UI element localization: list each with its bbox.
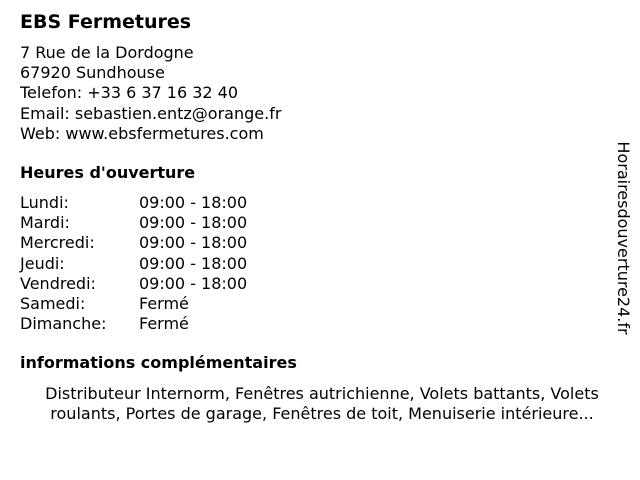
day-label: Dimanche: [20,314,107,334]
opening-hours-heading: Heures d'ouverture [20,163,196,182]
day-label: Samedi: [20,293,86,313]
contact-block [20,43,281,144]
time-value: 09:00 - 18:00 [139,193,248,212]
day-label: Mardi: [20,213,70,233]
time-value: Fermé [139,293,189,313]
time-value: Fermé [139,314,189,334]
additional-info-text: Distributeur Internorm, Fenêtres autrichienne, Volets battants, Volets roulants, Portes de garage, Fenêtres de toit, Menuiserie intérieure... [45,384,599,424]
day-label: Mercredi: [20,233,95,253]
day-label: Lundi: [20,193,69,212]
website-text: Web: www.ebsfermetures.com [20,123,264,143]
time-value: 09:00 - 18:00 [139,273,248,293]
business-name: EBS Fermetures [20,11,192,33]
day-label: Jeudi: [20,253,65,273]
watermark-text: Horairesdouverture24.fr [614,141,633,335]
day-label: Vendredi: [20,273,96,293]
time-value: 09:00 - 18:00 [139,253,248,273]
phone-text: Telefon: +33 6 37 16 32 40 [20,83,239,103]
time-value: 09:00 - 18:00 [139,233,248,253]
time-value: 09:00 - 18:00 [139,213,248,233]
email-text: Email: sebastien.entz@orange.fr [20,103,282,123]
additional-info-heading: informations complémentaires [20,353,297,372]
address-city: 67920 Sundhouse [20,63,165,83]
address-street: 7 Rue de la Dordogne [20,43,194,62]
